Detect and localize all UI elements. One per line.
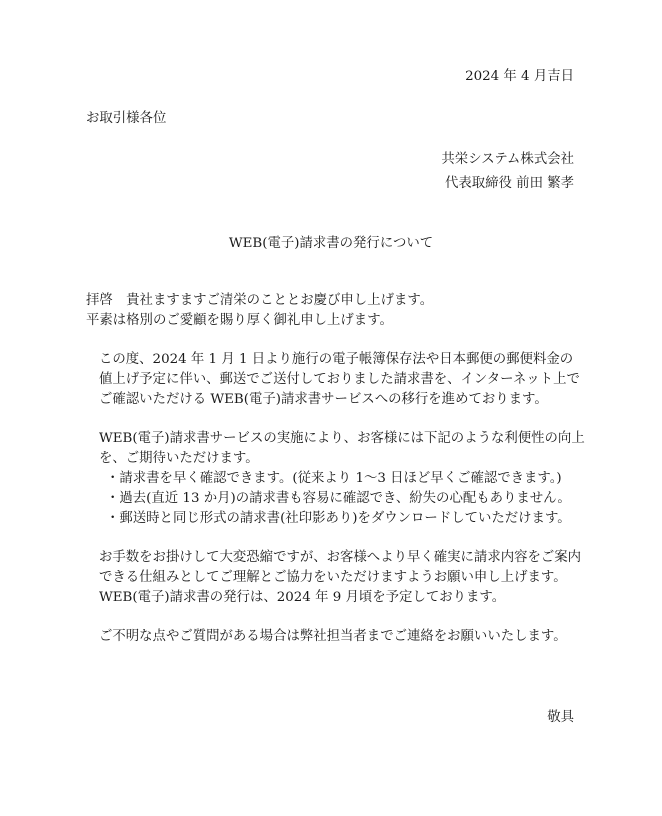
sender-representative: 代表取締役 前田 繁孝 [444, 176, 574, 191]
greeting-line-2: 平素は格別のご愛顧を賜り厚く御礼申し上げます。 [86, 313, 393, 328]
paragraph-contact: ご不明な点やご質問がある場合は弊社担当者までご連絡をお願いいたします。 [99, 629, 567, 644]
closing-word: 敬具 [547, 710, 574, 725]
letter-body [86, 291, 586, 647]
benefit-item-3: ・郵送時と同じ形式の請求書(社印影あり)をダウンロードしていただけます。 [106, 511, 571, 526]
addressee: お取引様各位 [86, 111, 167, 126]
paragraph-notice: この度、2024 年 1 月 1 日より施行の電子帳簿保存法や日本郵便の郵便料金の値上げ予定に伴い、郵送でご送付しておりました請求書を、インターネット上でご確認いただける WEB(電子)請求書サービスへの移行を進めております。 [99, 352, 580, 407]
greeting-line-1: 拝啓 貴社ますますご清栄のこととお慶び申し上げます。 [86, 293, 434, 308]
paragraph-request: お手数をお掛けして大変恐縮ですが、お客様へより早く確実に請求内容をご案内できる仕組みとしてご理解とご協力をいただけますようお願い申し上げます。 [99, 550, 582, 585]
benefit-item-1: ・請求書を早く確認できます。(従来より 1～3 日ほど早くご確認できます。) [106, 471, 562, 486]
sender-company: 共栄システム株式会社 [441, 152, 574, 167]
letter-title: WEB(電子)請求書の発行について [228, 236, 434, 251]
paragraph-schedule: WEB(電子)請求書の発行は、2024 年 9 月頃を予定しております。 [99, 590, 506, 605]
benefit-item-2: ・過去(直近 13 か月)の請求書も容易に確認でき、紛失の心配もありません。 [106, 491, 571, 506]
letter-date: 2024 年 4 月吉日 [465, 69, 574, 84]
paragraph-benefits-intro: WEB(電子)請求書サービスの実施により、お客様には下記のような利便性の向上を、ご期待いただけます。 [99, 431, 585, 466]
